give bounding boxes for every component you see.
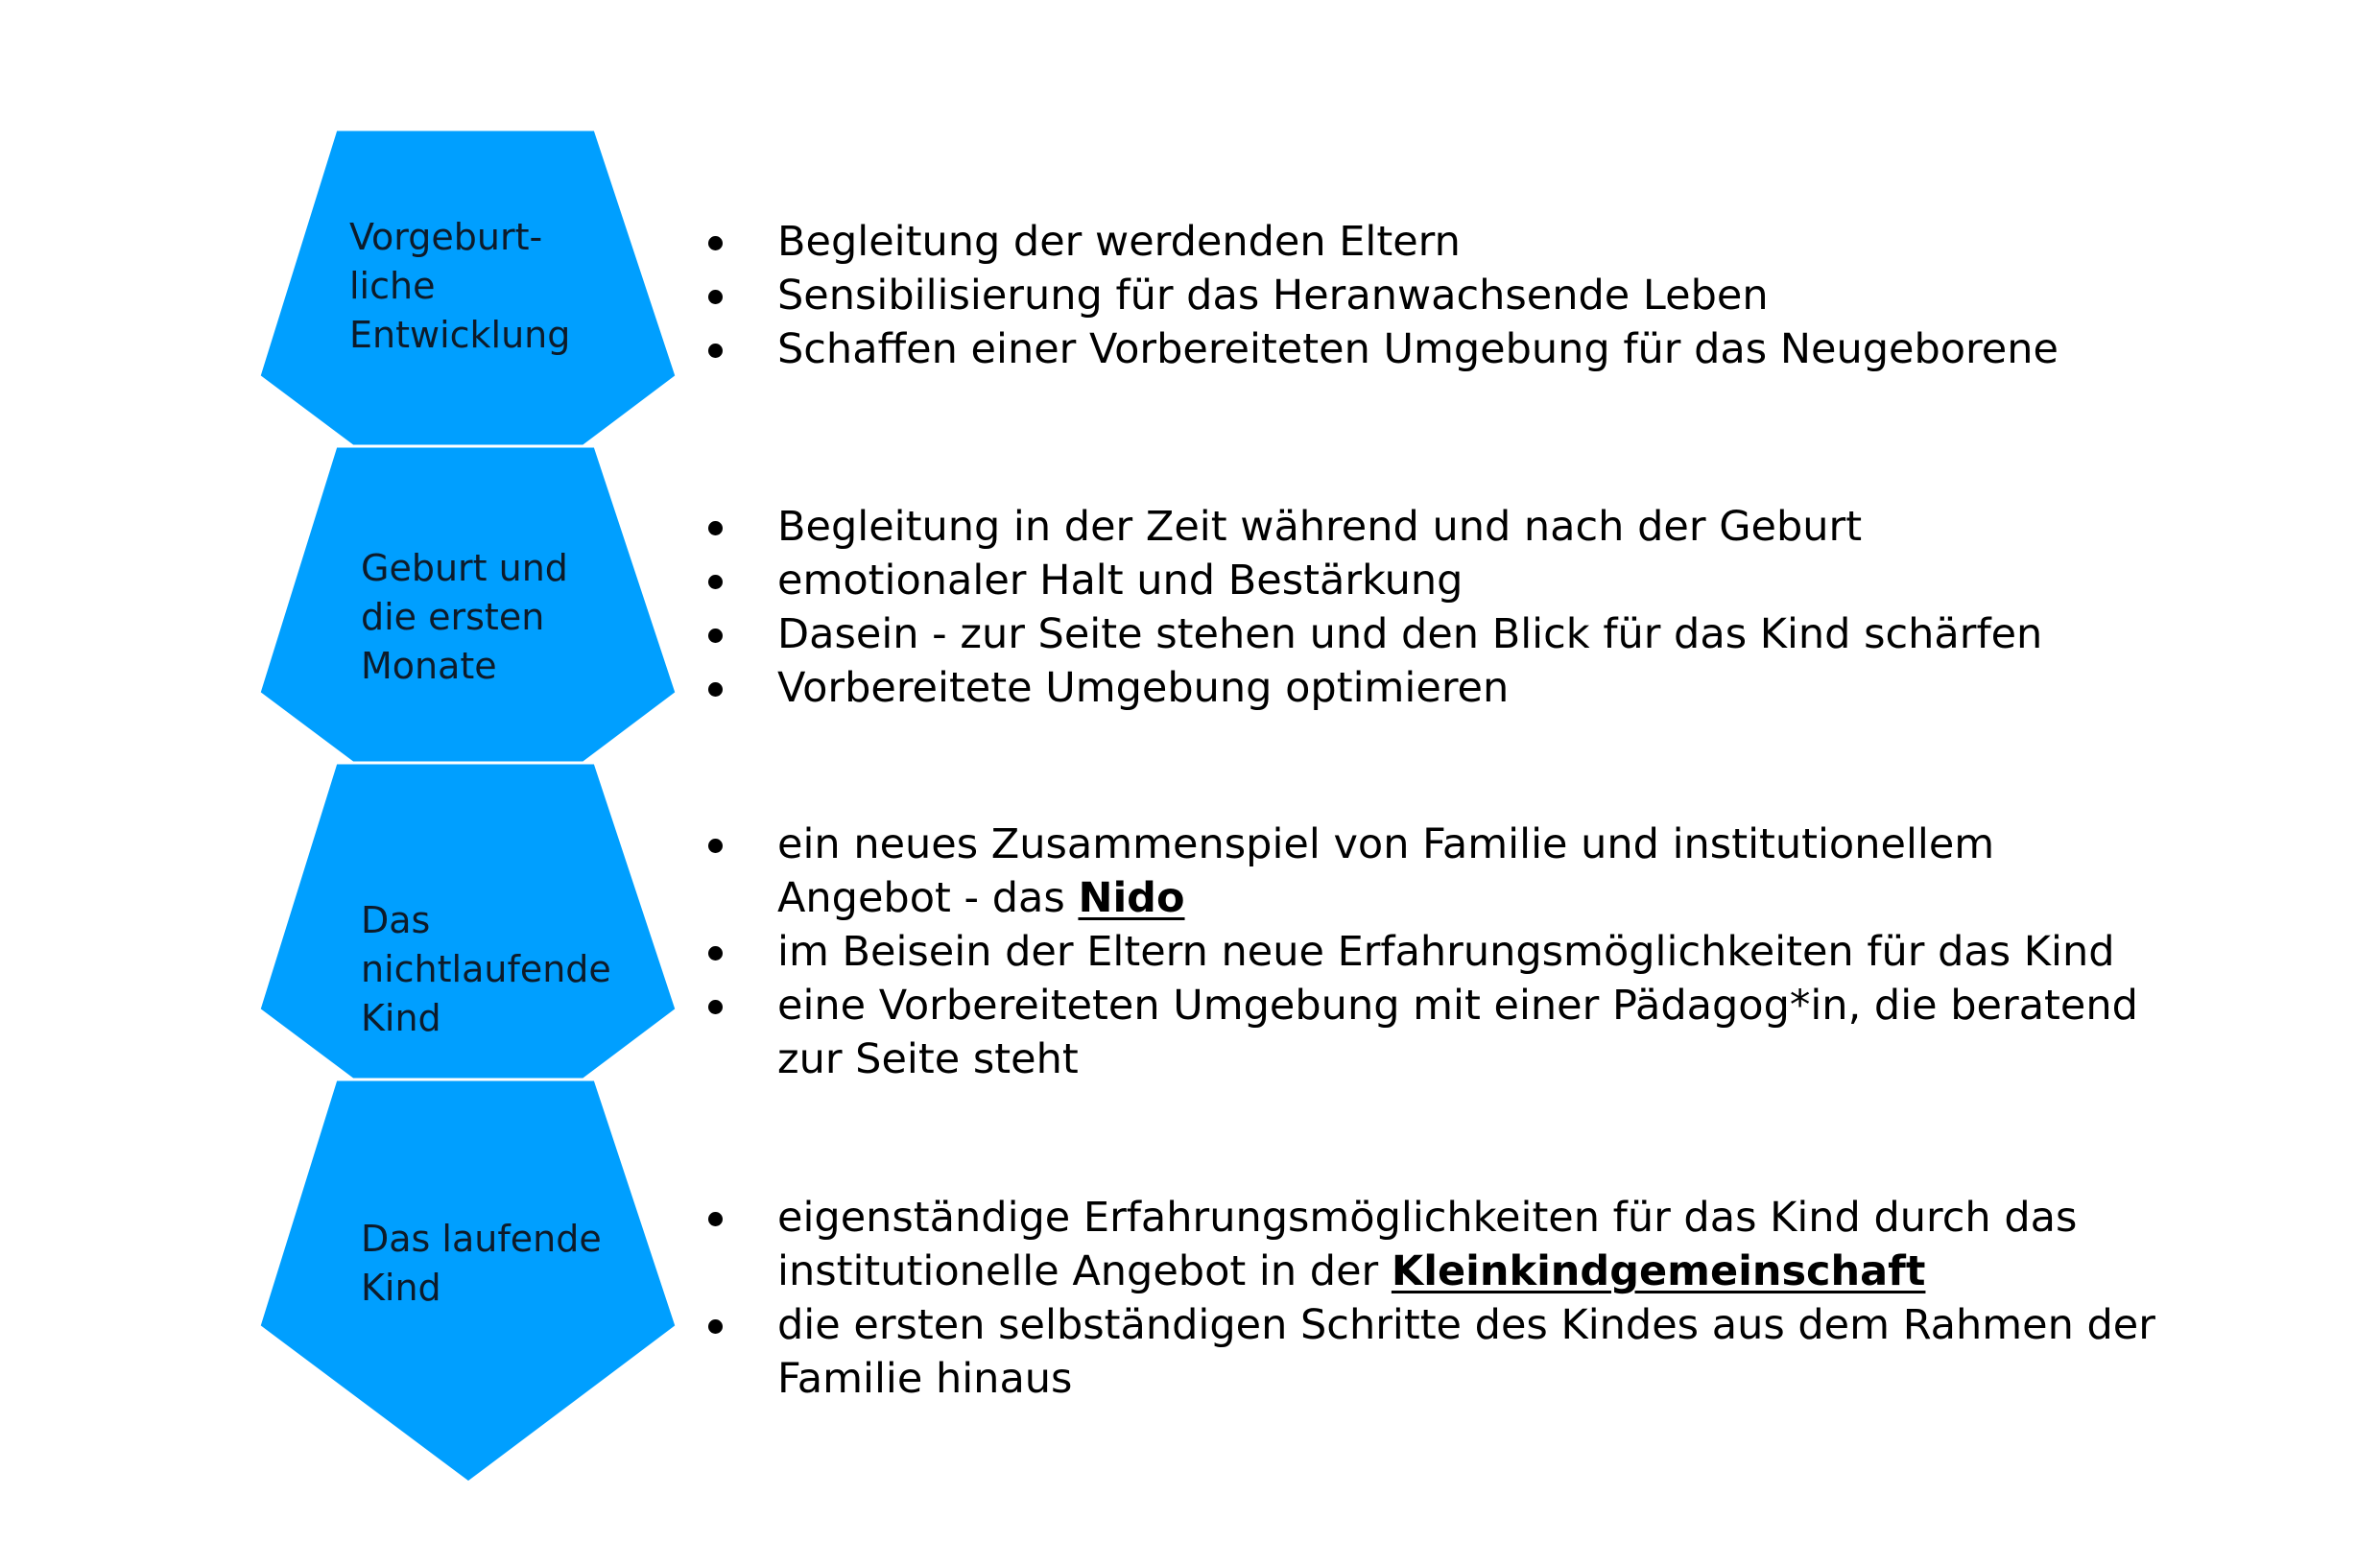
bullet-text: Begleitung in der Zeit während und nach der Geburt <box>777 503 1863 551</box>
list-item <box>701 979 2159 1086</box>
stage-2-label <box>361 544 610 691</box>
stage-1-label-line: liche <box>349 265 436 307</box>
bullet-dot-icon <box>708 236 723 250</box>
bullet-dot-icon <box>708 682 723 697</box>
stage-3-label-line: Kind <box>361 997 441 1039</box>
stage-1-bullet-list <box>701 215 2159 376</box>
stage-4-bullet-list <box>701 1191 2159 1406</box>
bullet-dot-icon <box>708 1212 723 1226</box>
stage-3-label-line: nichtlaufende <box>361 948 611 990</box>
list-item <box>701 607 2159 661</box>
bullet-text: Sensibilisierung für das Heranwachsende Leben <box>777 272 1769 320</box>
bullet-text: die ersten selbständigen Schritte des Kindes aus dem Rahmen der Familie hinaus <box>777 1301 2155 1403</box>
stage-3-label-line: Das <box>361 899 431 941</box>
stage-4-label <box>361 1215 610 1313</box>
list-item <box>701 500 2159 554</box>
nido-link[interactable]: Nido <box>1078 874 1185 922</box>
list-item <box>701 322 2159 376</box>
list-item <box>701 269 2159 322</box>
bullet-dot-icon <box>708 1319 723 1334</box>
bullet-text: im Beisein der Eltern neue Erfahrungsmöglichkeiten für das Kind <box>777 928 2115 976</box>
stage-1-label-line: Entwicklung <box>349 314 571 356</box>
kleinkindgemeinschaft-link[interactable]: Kleinkindgemeinschaft <box>1391 1247 1926 1295</box>
bullet-text: Dasein - zur Seite stehen und den Blick für das Kind schärfen <box>777 610 2043 658</box>
bullet-dot-icon <box>708 629 723 643</box>
stage-1-label <box>349 213 599 360</box>
bullet-dot-icon <box>708 839 723 853</box>
stage-4-label-line: Kind <box>361 1267 441 1309</box>
bullet-dot-icon <box>708 1000 723 1014</box>
stage-2-label-line: Monate <box>361 645 497 687</box>
bullet-text: eigenständige Erfahrungsmöglichkeiten für das Kind durch das institutionelle Angebot in der <box>777 1194 2078 1295</box>
stage-3-bullet-list <box>701 818 2159 1086</box>
stage-4-label-line: Das laufende <box>361 1218 602 1260</box>
list-item <box>701 661 2159 715</box>
list-item <box>701 1191 2159 1298</box>
list-item <box>701 554 2159 607</box>
stage-3-label <box>361 896 610 1043</box>
bullet-text: Begleitung der werdenden Eltern <box>777 218 1461 266</box>
bullet-text: Schaffen einer Vorbereiteten Umgebung für das Neugeborene <box>777 325 2059 373</box>
stage-2-label-line: die ersten <box>361 596 545 638</box>
list-item <box>701 818 2159 925</box>
bullet-dot-icon <box>708 575 723 589</box>
list-item <box>701 925 2159 979</box>
list-item <box>701 1298 2159 1406</box>
bullet-dot-icon <box>708 521 723 535</box>
stage-1-label-line: Vorgeburt- <box>349 216 543 258</box>
bullet-text: emotionaler Halt und Bestärkung <box>777 557 1464 605</box>
bullet-text: Vorbereitete Umgebung optimieren <box>777 664 1510 712</box>
stage-2-label-line: Geburt und <box>361 547 568 589</box>
bullet-text: eine Vorbereiteten Umgebung mit einer Pädagog*in, die beratend zur Seite steht <box>777 982 2138 1083</box>
list-item <box>701 215 2159 269</box>
bullet-dot-icon <box>708 290 723 304</box>
bullet-dot-icon <box>708 946 723 961</box>
bullet-text: ein neues Zusammenspiel von Familie und institutionellem Angebot - das <box>777 820 1995 922</box>
bullet-dot-icon <box>708 344 723 358</box>
stage-2-bullet-list <box>701 500 2159 715</box>
